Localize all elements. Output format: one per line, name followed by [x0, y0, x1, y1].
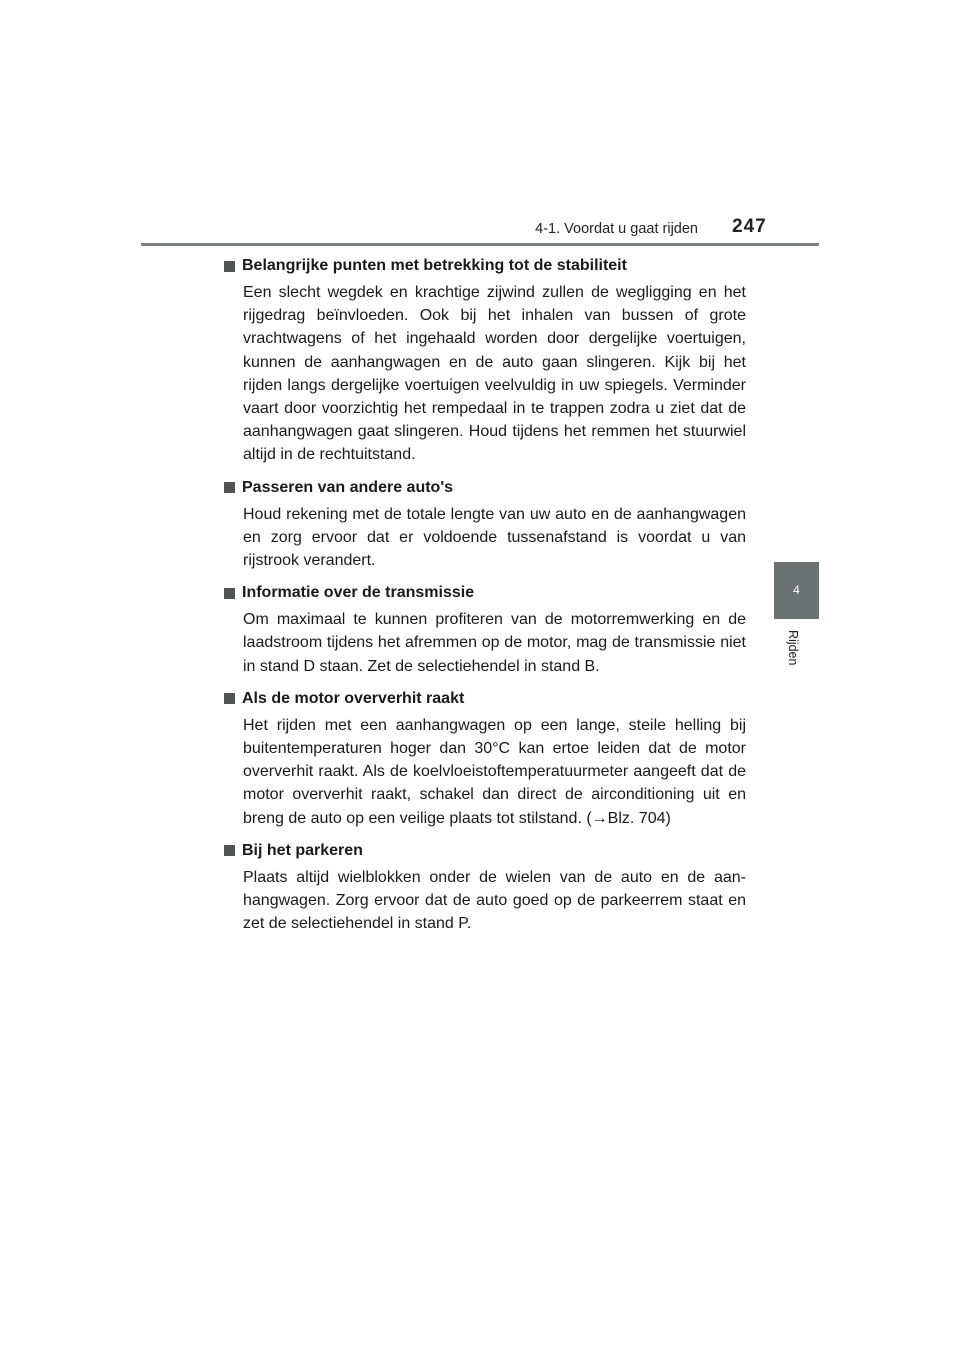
square-bullet-icon	[224, 845, 235, 856]
square-bullet-icon	[224, 261, 235, 272]
section-title-text: Informatie over de transmissie	[242, 584, 475, 602]
section-title-text: Passeren van andere auto's	[242, 478, 454, 496]
chapter-label: Rijden	[786, 630, 800, 666]
square-bullet-icon	[224, 588, 235, 599]
section-transmission	[224, 581, 746, 678]
page-number: 247	[732, 216, 767, 237]
header-divider	[141, 243, 819, 246]
section-title-text: Belangrijke punten met betrekking tot de stabiliteit	[242, 257, 627, 274]
square-bullet-icon	[224, 693, 235, 704]
section-heading	[224, 581, 746, 605]
section-paragraph: Een slecht wegdek en krachtige zijwind zullen de wegligging en het rijgedrag beïnvloeden. Ook bij het inhalen van bussen of grote vrachtwagens of het ingehaald worden door dergelijke voertuigen, kunnen de aanhangwagen en de auto gaan slingeren. Kijk bij het rijden langs dergelijke voertuigen veelvuldig in uw spiegels. Verminder vaart door voorzichtig het rempedaal in te trappen zodra u ziet dat de aanhangwagen gaat slingeren. Houd tijdens het remmen het stuurwiel altijd in de rechtuitstand.	[243, 284, 746, 464]
section-heading	[224, 687, 746, 711]
page-content	[224, 254, 746, 944]
page-header	[0, 0, 960, 250]
section-title-text: Als de motor oververhit raakt	[242, 689, 465, 707]
section-paragraph: Om maximaal te kunnen profiteren van de motorremwerking en de laadstroom tijdens het afremmen op de motor, mag de transmissie niet in stand D staan. Zet de selectiehendel in stand B.	[243, 611, 746, 675]
section-heading	[224, 839, 746, 863]
section-title-text: Bij het parkeren	[242, 841, 363, 859]
section-stability	[224, 254, 746, 467]
header-section-title: 4-1. Voordat u gaat rijden	[535, 221, 698, 237]
section-paragraph: Plaats altijd wielblokken onder de wielen van de auto en de aanhangwagen. Zorg ervoor dat de auto goed op de parkeerrem staat en zet de selectiehendel in stand P.	[243, 868, 746, 933]
chapter-tab: 4	[774, 562, 819, 619]
section-overheating	[224, 687, 746, 830]
section-passing	[224, 476, 746, 573]
section-heading	[224, 254, 746, 278]
section-heading	[224, 476, 746, 500]
section-parking	[224, 839, 746, 936]
square-bullet-icon	[224, 482, 235, 493]
section-paragraph: Het rijden met een aanhangwagen op een lange, steile helling bij buitentemperaturen hoger dan 30°C kan ertoe leiden dat de motor oververhit raakt. Als de koelvloeistoftemperatuurmeter aangeeft dat de motor oververhit raakt, schakel dan direct de airconditioning uit en breng de auto op een veilige plaats tot stilstand. (→Blz. 704)	[243, 716, 746, 827]
section-paragraph: Houd rekening met de totale lengte van uw auto en de aanhangwagen en zorg ervoor dat er voldoende tussenafstand is voordat u van rijstrook verandert.	[243, 505, 746, 570]
